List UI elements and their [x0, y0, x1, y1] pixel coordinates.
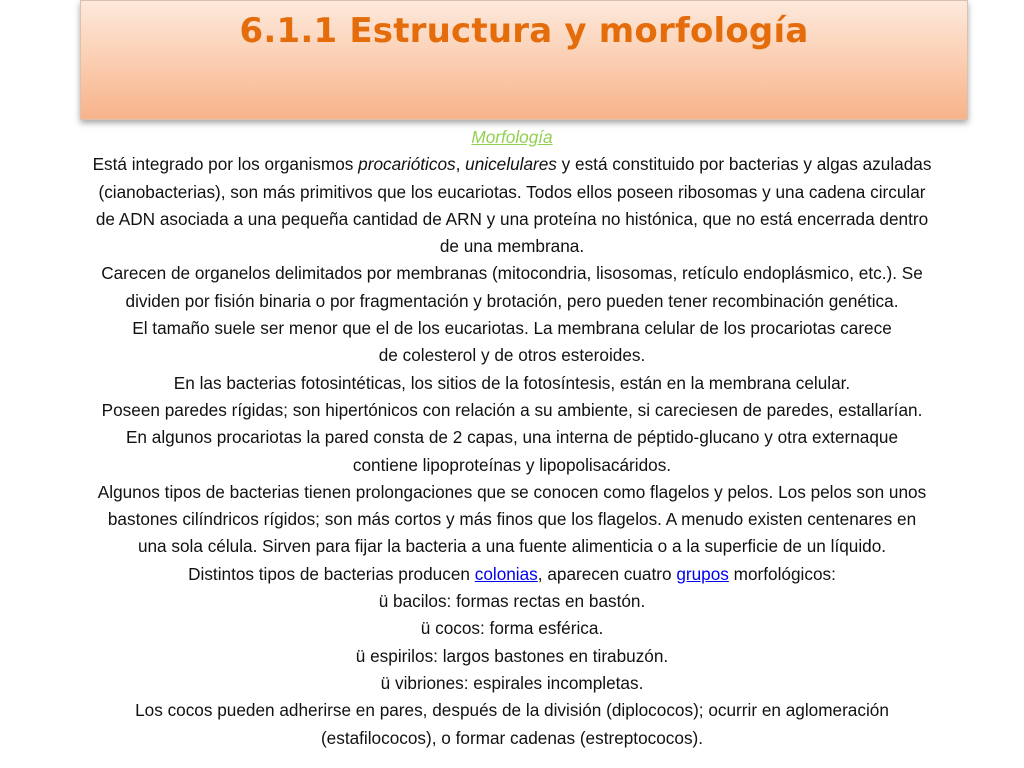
paragraph-6-line-2: contiene lipoproteínas y lipopolisacáridos. [352, 454, 672, 475]
paragraph-1-line-3: de ADN asociada a una pequeña cantidad de ARN y una proteína no histónica, que no está encerrada dentro [95, 208, 929, 229]
bullet-vibriones: ü vibriones: espirales incompletas. [380, 672, 644, 693]
slide-body [8, 124, 1016, 752]
paragraph-2-line-2: dividen por fisión binaria o por fragmentación y brotación, pero pueden tener recombinación genética. [125, 290, 899, 311]
paragraph-8: Distintos tipos de bacterias producen colonias, aparecen cuatro grupos morfológicos: [188, 563, 836, 584]
paragraph-9-line-2: (estafilococos), o formar cadenas (estreptococos). [320, 727, 704, 748]
paragraph-2-line-1: Carecen de organelos delimitados por membranas (mitocondria, lisosomas, retículo endoplásmico, etc.). Se [101, 263, 923, 284]
emphasis-procarioticos: procarióticos [358, 154, 456, 175]
colonias-link[interactable]: colonias [474, 563, 538, 584]
emphasis-unicelulares: unicelulares [465, 154, 557, 175]
paragraph-5: Poseen paredes rígidas; son hipertónicos con relación a su ambiente, si careciesen de paredes, estallarían. [101, 399, 923, 420]
paragraph-7-line-1: Algunos tipos de bacterias tienen prolongaciones que se conocen como flagelos y pelos. Los pelos son unos [97, 481, 927, 502]
bullet-cocos: ü cocos: forma esférica. [420, 618, 604, 639]
bullet-bacilos: ü bacilos: formas rectas en bastón. [378, 591, 646, 612]
paragraph-3-line-1: El tamaño suele ser menor que el de los eucariotas. La membrana celular de los procariotas carece [132, 318, 892, 339]
subheading-morfologia: Morfología [471, 127, 553, 147]
paragraph-1-line-2: (cianobacterias), son más primitivos que los eucariotas. Todos ellos poseen ribosomas y una cadena circular [98, 181, 926, 202]
paragraph-1-line-4: de una membrana. [439, 236, 585, 257]
bullet-espirilos: ü espirilos: largos bastones en tirabuzón. [355, 645, 669, 666]
paragraph-3-line-2: de colesterol y de otros esteroides. [378, 345, 646, 366]
slide-title: 6.1.1 Estructura y morfología [239, 11, 809, 51]
paragraph-7-line-3: una sola célula. Sirven para fijar la bacteria a una fuente alimenticia o a la superficie de un líquido. [137, 536, 887, 557]
paragraph-9-line-1: Los cocos pueden adherirse en pares, después de la división (diplococos); ocurrir en aglomeración [135, 700, 889, 721]
grupos-link[interactable]: grupos [676, 563, 729, 584]
subheading-line [8, 124, 1016, 151]
title-banner [80, 0, 968, 120]
paragraph-1-line-1: Está integrado por los organismos procarióticos, unicelulares y está constituido por bacterias y algas azuladas [92, 154, 932, 175]
paragraph-4: En las bacterias fotosintéticas, los sitios de la fotosíntesis, están en la membrana celular. [173, 372, 851, 393]
paragraph-7-line-2: bastones cilíndricos rígidos; son más cortos y más finos que los flagelos. A menudo existen centenares en [107, 509, 917, 530]
paragraph-6-line-1: En algunos procariotas la pared consta de 2 capas, una interna de péptido-glucano y otra externaque [125, 427, 899, 448]
